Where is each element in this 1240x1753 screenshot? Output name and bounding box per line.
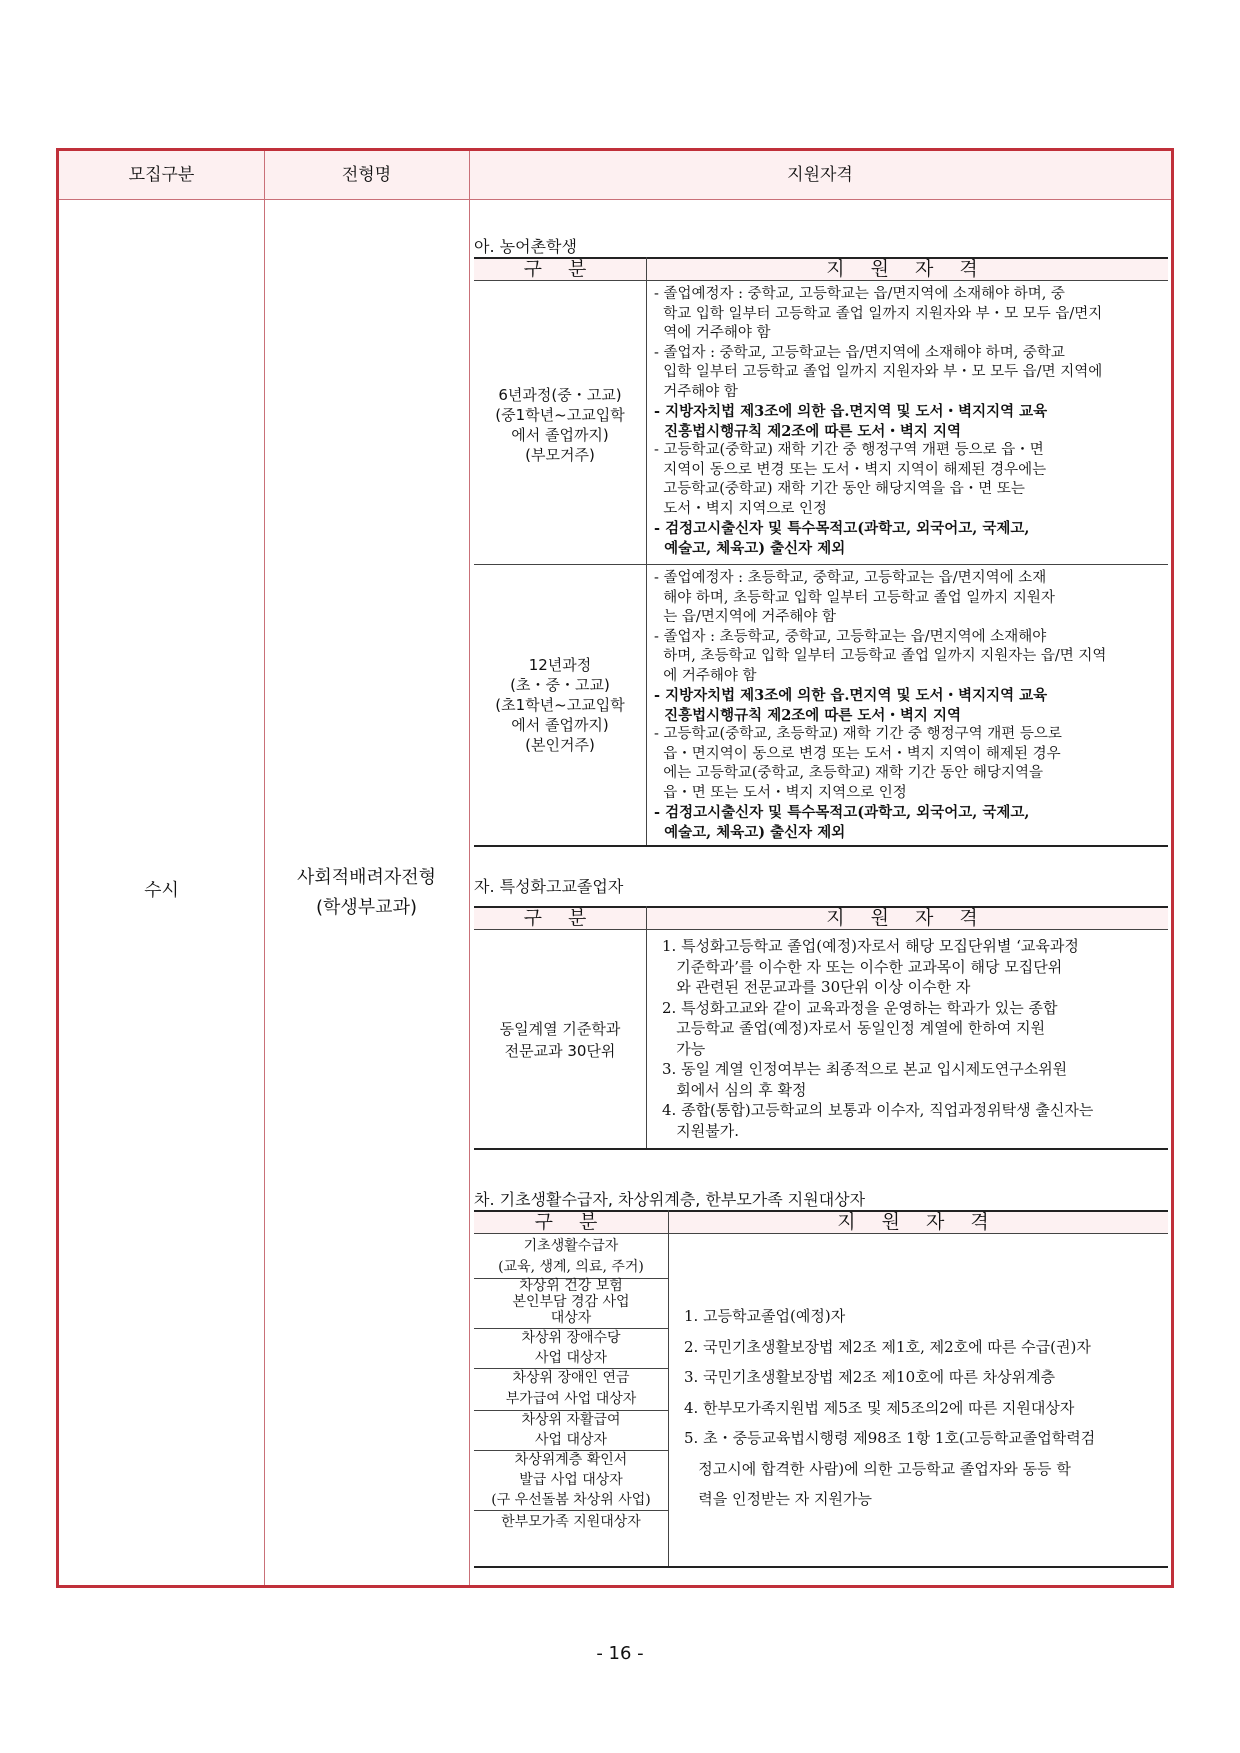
sub-column-divider [646,257,647,847]
text-line: - 졸업자 : 초등학교, 중학교, 고등학교는 읍/면지역에 소재해야 [654,628,1047,645]
header-category: 모집구분 [128,165,195,185]
text-line: - 고등학교(중학교, 초등학교) 재학 기간 중 행정구역 개편 등으로 [654,726,1062,742]
label-line: 에서 졸업까지) [511,716,609,734]
category-cell [474,1410,668,1450]
text-line: - 졸업예정자 : 초등학교, 중학교, 고등학교는 읍/면지역에 소재 [654,570,1047,586]
sub-header-right: 지 원 자 격 [826,258,988,280]
row-label-same-field [474,1018,646,1062]
label-line: 부가급여 사업 대상자 [505,1391,637,1407]
sub-header-left: 구 분 [523,907,597,929]
sub-header-right: 지 원 자 격 [826,907,988,929]
row-label-6-year [474,385,646,465]
header-admission-type: 전형명 [341,165,392,185]
label-line: (본인거주) [525,736,595,754]
text-line: 1. 고등학교졸업(예정)자 [684,1307,846,1325]
label-line: (구 우선돌봄 차상위 사업) [491,1492,651,1508]
label-line: 사업 대상자 [534,1432,608,1448]
text-line: - 졸업자 : 중학교, 고등학교는 읍/면지역에 소재해야 하며, 중학교 [654,344,1065,361]
label-line: 한부모가족 지원대상자 [501,1514,641,1530]
low-income-table [474,1210,1168,1568]
text-line: 학교 입학 일부터 고등학교 졸업 일까지 지원자와 부・모 모두 읍/면지 [654,305,1103,322]
sub-header-left: 구 분 [534,1211,608,1233]
label-line: 차상위 자활급여 [521,1412,621,1428]
category-cell [474,1328,668,1368]
text-line: - 검정고시출신자 및 특수목적고(과학고, 외국어고, 국제고, [654,804,1030,821]
text-line: 기준학과’를 이수한 자 또는 이수한 교과목이 해당 모집단위 [662,957,1063,976]
admission-type-name: 사회적배려자전형 [296,867,437,888]
text-line: 입학 일부터 고등학교 졸업 일까지 지원자와 부・모 모두 읍/면 지역에 [654,364,1103,380]
text-line: - 졸업예정자 : 중학교, 고등학교는 읍/면지역에 소재해야 하며, 중 [654,286,1065,302]
label-line: (부모거주) [525,446,595,464]
label-line: 차상위 장애수당 [521,1330,621,1346]
text-line: - 고등학교(중학교) 재학 기간 중 행정구역 개편 등으로 읍・면 [654,442,1044,458]
text-line: 거주해야 함 [654,383,738,400]
label-line: 사업 대상자 [534,1350,608,1366]
text-line: 도서・벽지 지역으로 인정 [654,500,828,517]
sub-table-header [474,906,1168,930]
label-line: 차상위 건강 보험 [519,1278,623,1294]
row-eligibility-6-year [654,285,1102,558]
text-line: 3. 국민기초생활보장법 제2조 제10호에 따른 차상위계층 [684,1368,1056,1386]
vocational-table [474,906,1168,1150]
text-line: 2. 국민기초생활보장법 제2조 제1호, 제2호에 따른 수급(권)자 [684,1337,1091,1356]
text-line: 4. 종합(통합)고등학교의 보통과 이수자, 직업과정위탁생 출신자는 [662,1101,1094,1119]
category-cell [474,1278,668,1328]
low-income-eligibility-list [684,1301,1095,1515]
label-line: 기초생활수급자 [523,1238,619,1254]
text-line: 2. 특성화고교와 같이 교육과정을 운영하는 학과가 있는 종합 [662,998,1058,1017]
sub-header-left: 구 분 [523,258,597,280]
label-line: 차상위 장애인 연금 [512,1370,630,1386]
row-eligibility-12-year [654,569,1106,842]
text-line: 예술고, 체육고) 출신자 제외 [654,823,846,841]
label-line: 차상위계층 확인서 [514,1452,628,1468]
sub-column-divider [646,906,647,1150]
table-header [59,151,1171,200]
text-line: - 지방자치법 제3조에 의한 읍.면지역 및 도서・벽지지역 교육 [654,403,1048,420]
text-line: 해야 하며, 초등학교 입학 일부터 고등학교 졸업 일까지 지원자 [654,589,1055,606]
rural-students-table [474,257,1168,847]
label-line: (초1학년~고교입학 [495,696,625,714]
label-line: 발급 사업 대상자 [519,1472,623,1488]
label-line: 6년과정(중・고교) [498,386,622,404]
row-label-12-year [474,655,646,755]
text-line: 에는 고등학교(중학교, 초등학교) 재학 기간 동안 해당지역을 [654,765,1043,781]
text-line: 고등학교(중학교) 재학 기간 동안 해당지역을 읍・면 또는 [654,481,1025,497]
text-line: 와 관련된 전문교과를 30단위 이상 이수한 자 [662,978,971,996]
text-line: 는 읍/면지역에 거주해야 함 [654,609,837,625]
text-line: 고등학교 졸업(예정)자로서 동일인정 계열에 한하여 지원 [662,1019,1046,1037]
text-line: 지원불가. [662,1121,740,1140]
text-line: 에 거주해야 함 [654,667,757,684]
category-cell: 수시 [144,880,179,901]
column-divider [469,151,470,1585]
label-line: 전문교과 30단위 [504,1042,616,1060]
label-line: 본인부담 경감 사업 [512,1294,630,1310]
label-line: 12년과정 [528,656,592,674]
text-line: 역에 거주해야 함 [654,325,771,341]
sub-table-header [474,1210,1168,1234]
text-line: 지역이 동으로 변경 또는 도서・벽지 지역이 해제된 경우에는 [654,461,1047,478]
label-line: (교육, 생계, 의료, 주거) [498,1259,644,1275]
text-line: 회에서 심의 후 확정 [662,1080,807,1099]
text-line: 1. 특성화고등학교 졸업(예정)자로서 해당 모집단위별 ‘교육과정 [662,937,1079,955]
page-number: - 16 - [596,1643,644,1664]
text-line: 가능 [662,1039,706,1058]
text-line: 읍・면지역이 동으로 변경 또는 도서・벽지 지역이 해제된 경우 [654,745,1061,762]
text-line: 4. 한부모가족지원법 제5조 및 제5조의2에 따른 지원대상자 [684,1398,1075,1417]
sub-table-bottom [474,1148,1168,1150]
text-line: 읍・면 또는 도서・벽지 지역으로 인정 [654,784,907,801]
text-line: 진흥법시행규칙 제2조에 따른 도서・벽지 지역 [654,422,962,440]
category-cell [474,1236,668,1278]
text-line: 정고시에 합격한 사람)에 의한 고등학교 졸업자와 동등 학 [684,1459,1071,1478]
label-line: 동일계열 기준학과 [499,1020,621,1038]
header-eligibility: 지원자격 [787,165,853,185]
label-line: (중1학년~고교입학 [495,406,625,424]
text-line: 진흥법시행규칙 제2조에 따른 도서・벽지 지역 [654,706,962,724]
text-line: 력을 인정받는 자 지원가능 [684,1490,872,1508]
section-title-rural: 아. 농어촌학생 [474,237,577,256]
category-cell [474,1510,668,1534]
text-line: 5. 초・중등교육법시행령 제98조 1항 1호(고등학교졸업학력검 [684,1429,1096,1447]
label-line: 에서 졸업까지) [511,426,609,444]
row-divider [474,564,1168,565]
sub-table-bottom [474,845,1168,847]
admission-type-sub: (학생부교과) [316,897,417,918]
text-line: 예술고, 체육고) 출신자 제외 [654,539,846,557]
label-line: (초・중・고교) [510,676,610,694]
admission-type-cell [264,863,469,923]
section-title-low-income: 차. 기초생활수급자, 차상위계층, 한부모가족 지원대상자 [474,1190,866,1209]
text-line: - 검정고시출신자 및 특수목적고(과학고, 외국어고, 국제고, [654,520,1030,537]
sub-column-divider [668,1210,669,1568]
section-title-vocational: 자. 특성화고교졸업자 [474,877,624,896]
text-line: 하며, 초등학교 입학 일부터 고등학교 졸업 일까지 지원자는 읍/면 지역 [654,648,1107,664]
vocational-eligibility-list [662,936,1093,1141]
sub-header-right: 지 원 자 격 [837,1211,999,1233]
text-line: 3. 동일 계열 인정여부는 최종적으로 본교 입시제도연구소위원 [662,1060,1068,1078]
text-line: - 지방자치법 제3조에 의한 읍.면지역 및 도서・벽지지역 교육 [654,687,1048,704]
category-cell [474,1368,668,1410]
sub-table-header [474,257,1168,281]
category-cell [474,1450,668,1510]
label-line: 대상자 [550,1310,592,1326]
sub-table-bottom [474,1566,1168,1568]
